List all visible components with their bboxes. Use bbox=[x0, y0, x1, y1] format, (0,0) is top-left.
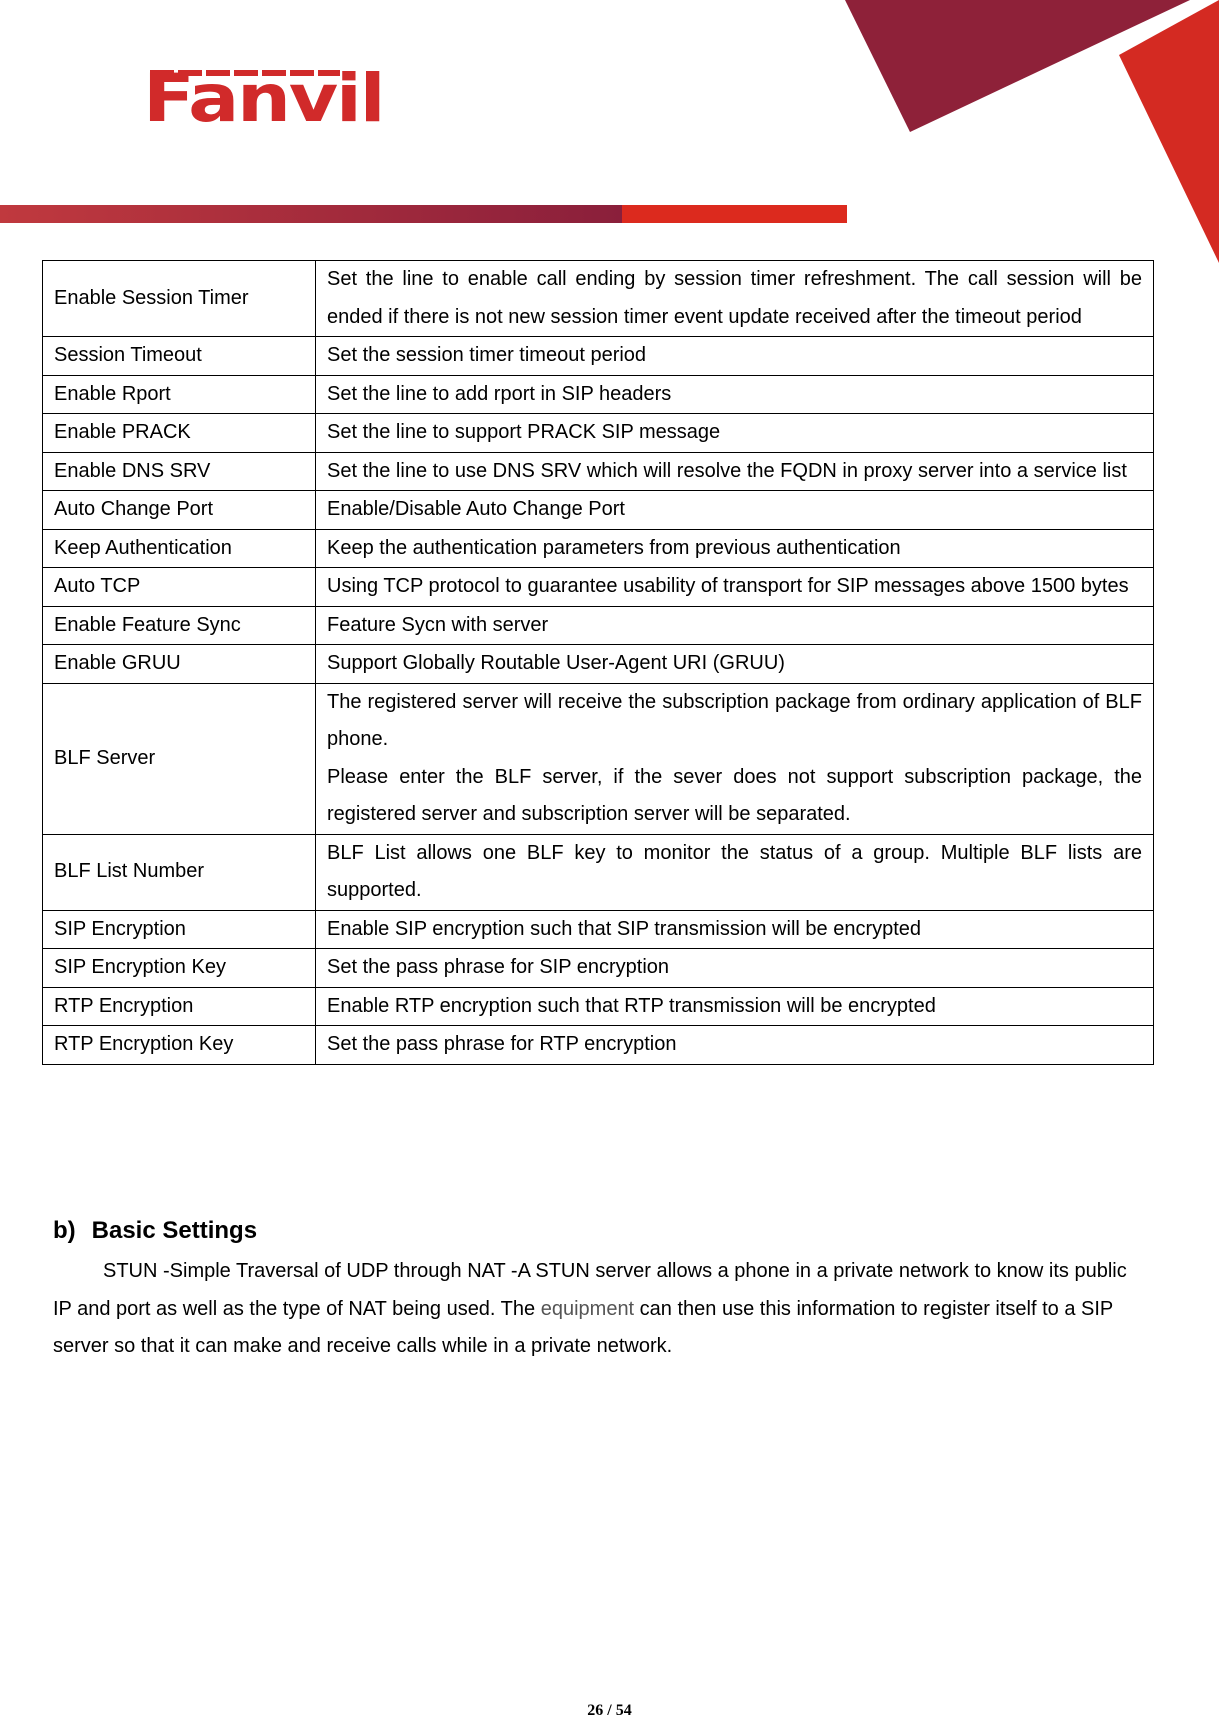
description-line: Set the pass phrase for RTP encryption bbox=[327, 1033, 677, 1055]
setting-description bbox=[316, 645, 1154, 684]
setting-name: SIP Encryption bbox=[43, 910, 316, 949]
setting-name: Enable PRACK bbox=[43, 414, 316, 453]
table-row bbox=[43, 987, 1154, 1026]
table-row bbox=[43, 1026, 1154, 1065]
setting-name: Enable Feature Sync bbox=[43, 606, 316, 645]
page-number: 26 / 54 bbox=[587, 1702, 632, 1719]
setting-name: Enable GRUU bbox=[43, 645, 316, 684]
setting-name: Enable Rport bbox=[43, 375, 316, 414]
setting-name: Auto Change Port bbox=[43, 491, 316, 530]
para-text-2: can then use this information to register itself to a SIP server so that it can make and receive calls while in a private network. bbox=[53, 1297, 1113, 1357]
fanvil-logo: Fanvil bbox=[143, 60, 384, 137]
description-line: Enable SIP encryption such that SIP transmission will be encrypted bbox=[327, 917, 922, 940]
header-bar-gradient bbox=[0, 205, 622, 223]
header-decoration bbox=[0, 0, 1219, 280]
setting-name: Keep Authentication bbox=[43, 529, 316, 568]
description-line: Please enter the BLF server, if the sever does not support subscription package, the registered server and subscription server will be separated. bbox=[327, 765, 1142, 825]
setting-name: RTP Encryption bbox=[43, 987, 316, 1026]
table-row bbox=[43, 606, 1154, 645]
description-line: The registered server will receive the subscription package from ordinary application of BLF phone. bbox=[327, 690, 1142, 750]
table-row bbox=[43, 261, 1154, 337]
setting-description bbox=[316, 910, 1154, 949]
setting-description bbox=[316, 683, 1154, 834]
table-row bbox=[43, 834, 1154, 910]
setting-description bbox=[316, 834, 1154, 910]
setting-description bbox=[316, 568, 1154, 607]
setting-name: RTP Encryption Key bbox=[43, 1026, 316, 1065]
setting-name: Auto TCP bbox=[43, 568, 316, 607]
table-row bbox=[43, 645, 1154, 684]
red-stripe bbox=[1119, 0, 1219, 263]
table-row bbox=[43, 452, 1154, 491]
description-line: Using TCP protocol to guarantee usability of transport for SIP messages above 1500 bytes bbox=[327, 575, 1129, 597]
description-line: Set the line to support PRACK SIP message bbox=[327, 421, 721, 443]
table-row bbox=[43, 337, 1154, 376]
table-row bbox=[43, 683, 1154, 834]
settings-table bbox=[42, 260, 1154, 1065]
setting-description bbox=[316, 375, 1154, 414]
description-line: Enable RTP encryption such that RTP transmission will be encrypted bbox=[327, 994, 936, 1017]
table-row bbox=[43, 949, 1154, 988]
description-line: Feature Sycn with server bbox=[327, 613, 549, 636]
description-line: Set the session timer timeout period bbox=[327, 344, 647, 366]
setting-name: Enable DNS SRV bbox=[43, 452, 316, 491]
table-row bbox=[43, 414, 1154, 453]
setting-description bbox=[316, 949, 1154, 988]
description-line: Set the line to add rport in SIP headers bbox=[327, 382, 672, 405]
description-line: Set the pass phrase for SIP encryption bbox=[327, 956, 670, 978]
setting-name: BLF Server bbox=[43, 683, 316, 834]
description-line: BLF List allows one BLF key to monitor the status of a group. Multiple BLF lists are supported. bbox=[327, 841, 1142, 901]
setting-description bbox=[316, 414, 1154, 453]
description-line: Set the line to use DNS SRV which will resolve the FQDN in proxy server into a service list bbox=[327, 459, 1127, 482]
table-row bbox=[43, 568, 1154, 607]
description-line: Support Globally Routable User-Agent URI (GRUU) bbox=[327, 652, 785, 674]
setting-description bbox=[316, 337, 1154, 376]
header-bar-red bbox=[622, 205, 847, 223]
setting-description bbox=[316, 529, 1154, 568]
description-line: Keep the authentication parameters from previous authentication bbox=[327, 536, 901, 559]
setting-description bbox=[316, 987, 1154, 1026]
setting-description bbox=[316, 261, 1154, 337]
setting-description bbox=[316, 452, 1154, 491]
setting-name: SIP Encryption Key bbox=[43, 949, 316, 988]
setting-name: Enable Session Timer bbox=[43, 261, 316, 337]
description-line: Enable/Disable Auto Change Port bbox=[327, 498, 625, 520]
table-row bbox=[43, 375, 1154, 414]
para-highlight: equipment bbox=[540, 1297, 635, 1320]
setting-name: Session Timeout bbox=[43, 337, 316, 376]
table-row bbox=[43, 491, 1154, 530]
setting-description bbox=[316, 491, 1154, 530]
table-row bbox=[43, 529, 1154, 568]
table-row bbox=[43, 910, 1154, 949]
setting-description bbox=[316, 606, 1154, 645]
setting-name: BLF List Number bbox=[43, 834, 316, 910]
section-paragraph bbox=[53, 1253, 1133, 1366]
description-line: Set the line to enable call ending by session timer refreshment. The call session will be ended if there is not new session timer event update received after the timeout period bbox=[327, 268, 1142, 328]
section-title: Basic Settings bbox=[91, 1217, 258, 1244]
section-heading bbox=[53, 1217, 273, 1245]
para-text-1: STUN -Simple Traversal of UDP through NAT -A STUN server allows a phone in a private network to know its public IP and port as well as the type of NAT being used. The bbox=[53, 1260, 1127, 1320]
section-number: b) bbox=[53, 1217, 76, 1244]
setting-description bbox=[316, 1026, 1154, 1065]
